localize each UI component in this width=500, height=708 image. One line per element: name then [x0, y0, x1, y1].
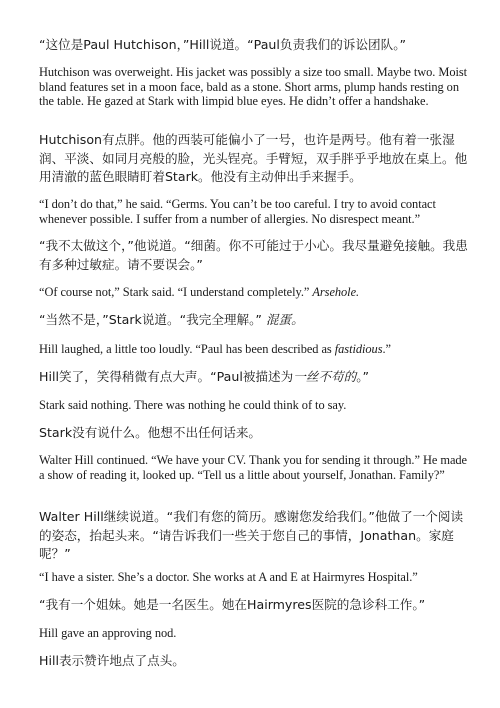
- paragraph-italic-text: fastidious: [334, 342, 383, 356]
- paragraph-en-8: [39, 342, 469, 357]
- paragraph-en-6: [39, 285, 469, 300]
- paragraph-italic-text: Arsehole.: [312, 285, 360, 299]
- paragraph-en-14: [39, 570, 469, 585]
- paragraph-text: “当然不是，”Stark说道。“我完全理解。”: [39, 312, 266, 327]
- paragraph-zh-11: [39, 424, 469, 443]
- paragraph-en-10: [39, 398, 469, 413]
- paragraph-text: “I don’t do that,” he said. “Germs. You can’t be too careful. I try to avoid contact whenever possible. I suffer from a number of allergies. No disrespect meant.”: [39, 197, 436, 226]
- paragraph-zh-13: [39, 508, 469, 564]
- paragraph-en-12: [39, 453, 469, 482]
- paragraph-text: 。”: [356, 369, 370, 384]
- paragraph-zh-17: [39, 652, 469, 671]
- paragraph-text: Hutchison有点胖。他的西装可能偏小了一号，也许是两号。他有着一张湿润、平淡、如同月亮般的脸，光头锃亮。手臂短，双手胖乎乎地放在桌上。他用清澈的蓝色眼睛盯着Stark。他没有主动伸出手来握手。: [39, 132, 468, 184]
- paragraph-text: Walter Hill continued. “We have your CV. Thank you for sending it through.” He made a show of reading it, looked up. “Tell us a little about yourself, Jonathan. Family?”: [39, 453, 467, 482]
- paragraph-italic-text: 混蛋。: [265, 312, 304, 327]
- paragraph-text: Hutchison was overweight. His jacket was possibly a size too small. Maybe two. Moist bland features set in a moon face, bald as a stone. Short arms, plump hands resting on the table. He gazed at Stark with limpid blue eyes. He didn’t offer a handshake.: [39, 65, 468, 109]
- paragraph-text: Walter Hill继续说道。“我们有您的简历。感谢您发给我们。”他做了一个阅读的姿态，抬起头来。“请告诉我们一些关于您自己的事情，Jonathan。家庭呢？”: [39, 509, 464, 561]
- paragraph-zh-5: [39, 237, 469, 274]
- paragraph-text: .”: [382, 342, 391, 356]
- paragraph-en-2: [39, 65, 469, 109]
- paragraph-en-4: [39, 197, 469, 226]
- paragraph-text: Stark said nothing. There was nothing he could think of to say.: [39, 398, 347, 412]
- paragraph-zh-9: [39, 368, 469, 387]
- paragraph-text: “Of course not,” Stark said. “I understand completely.”: [39, 285, 313, 299]
- paragraph-text: Stark没有说什么。他想不出任何话来。: [39, 425, 262, 440]
- paragraph-text: “我不太做这个，”他说道。“细菌。你不可能过于小心。我尽量避免接触。我患有多种过敏症。请不要误会。”: [39, 238, 468, 272]
- paragraph-text: Hill笑了，笑得稍微有点大声。“Paul被描述为: [39, 369, 294, 384]
- paragraph-zh-3: [39, 131, 469, 187]
- paragraph-text: Hill表示赞许地点了点头。: [39, 653, 185, 668]
- paragraph-zh-7: [39, 311, 469, 330]
- paragraph-text: Hill laughed, a little too loudly. “Paul has been described as: [39, 342, 335, 356]
- paragraph-text: “我有一个姐妹。她是一名医生。她在Hairmyres医院的急诊科工作。”: [39, 597, 426, 612]
- paragraph-zh-1: [39, 36, 469, 55]
- paragraph-text: “I have a sister. She’s a doctor. She works at A and E at Hairmyres Hospital.”: [39, 570, 418, 584]
- paragraph-italic-text: 一丝不苟的: [293, 369, 357, 384]
- paragraph-text: “这位是Paul Hutchison，”Hill说道。“Paul负责我们的诉讼团队。”: [39, 37, 407, 52]
- paragraph-text: Hill gave an approving nod.: [39, 626, 177, 640]
- paragraph-zh-15: [39, 596, 469, 615]
- paragraph-en-16: [39, 626, 469, 641]
